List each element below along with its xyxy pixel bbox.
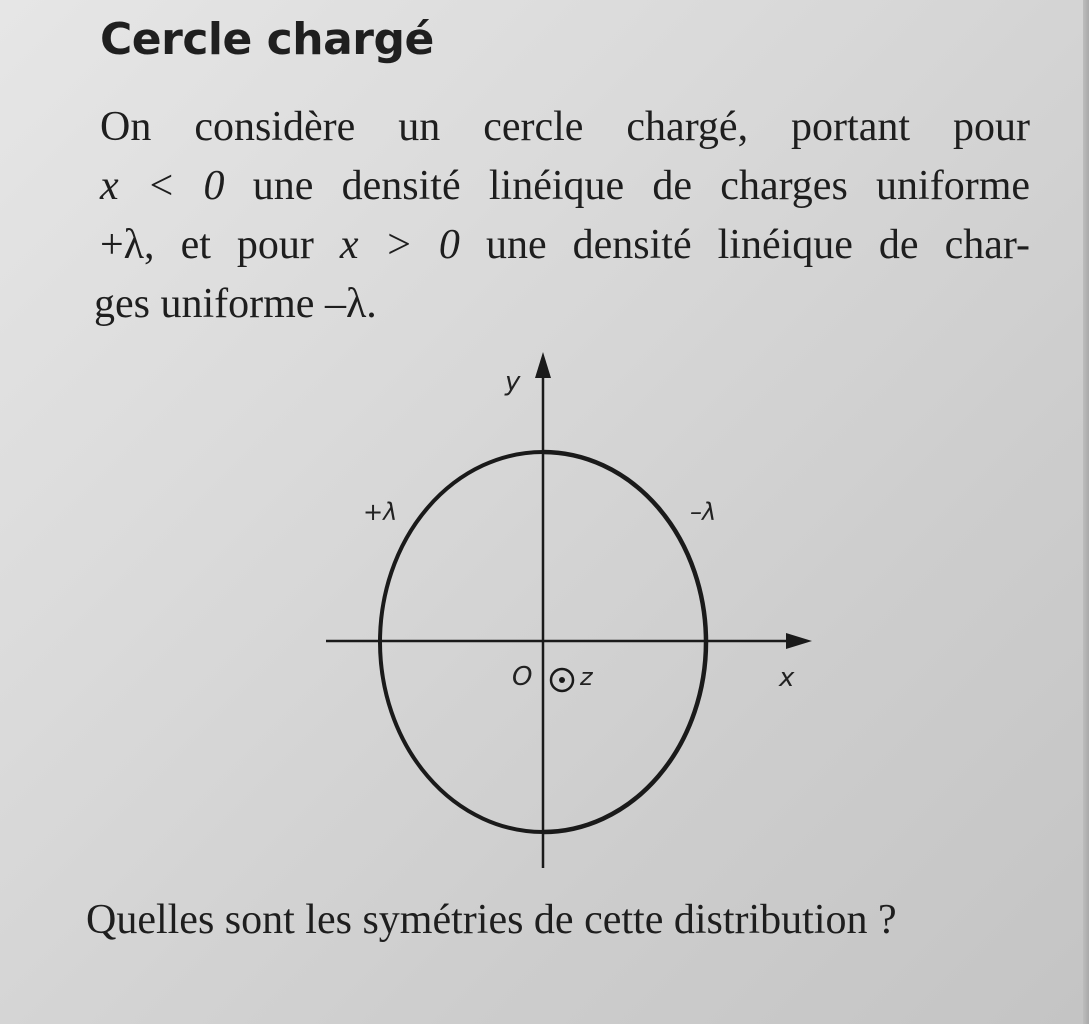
y-axis-arrow-icon xyxy=(535,352,551,378)
statement-line-3-start: +λ, et pour xyxy=(100,222,340,268)
inequality-x-negative: x < 0 xyxy=(100,163,225,209)
question: Quelles sont les symétries de cette distribution ? xyxy=(86,897,897,943)
origin-label: O xyxy=(512,662,533,692)
z-axis-dot-icon xyxy=(559,677,565,683)
exercise-title: Cercle chargé xyxy=(100,14,434,65)
y-axis-label: y xyxy=(505,367,521,397)
statement-line-2-text: une densité linéique de charges uniforme xyxy=(224,163,1030,209)
x-axis-label: x xyxy=(779,663,795,693)
z-axis-label: z xyxy=(580,663,593,691)
negative-charge-label: –λ xyxy=(690,498,717,526)
statement-line-3-end: une densité linéique de char- xyxy=(459,222,1030,268)
statement-line-4: ges uniforme –λ. xyxy=(94,281,377,327)
inequality-x-positive: x > 0 xyxy=(339,222,460,268)
x-axis-arrow-icon xyxy=(786,633,812,649)
positive-charge-label: +λ xyxy=(363,498,398,526)
statement-line-1: On considère un cercle chargé, portant pour xyxy=(100,104,1030,150)
